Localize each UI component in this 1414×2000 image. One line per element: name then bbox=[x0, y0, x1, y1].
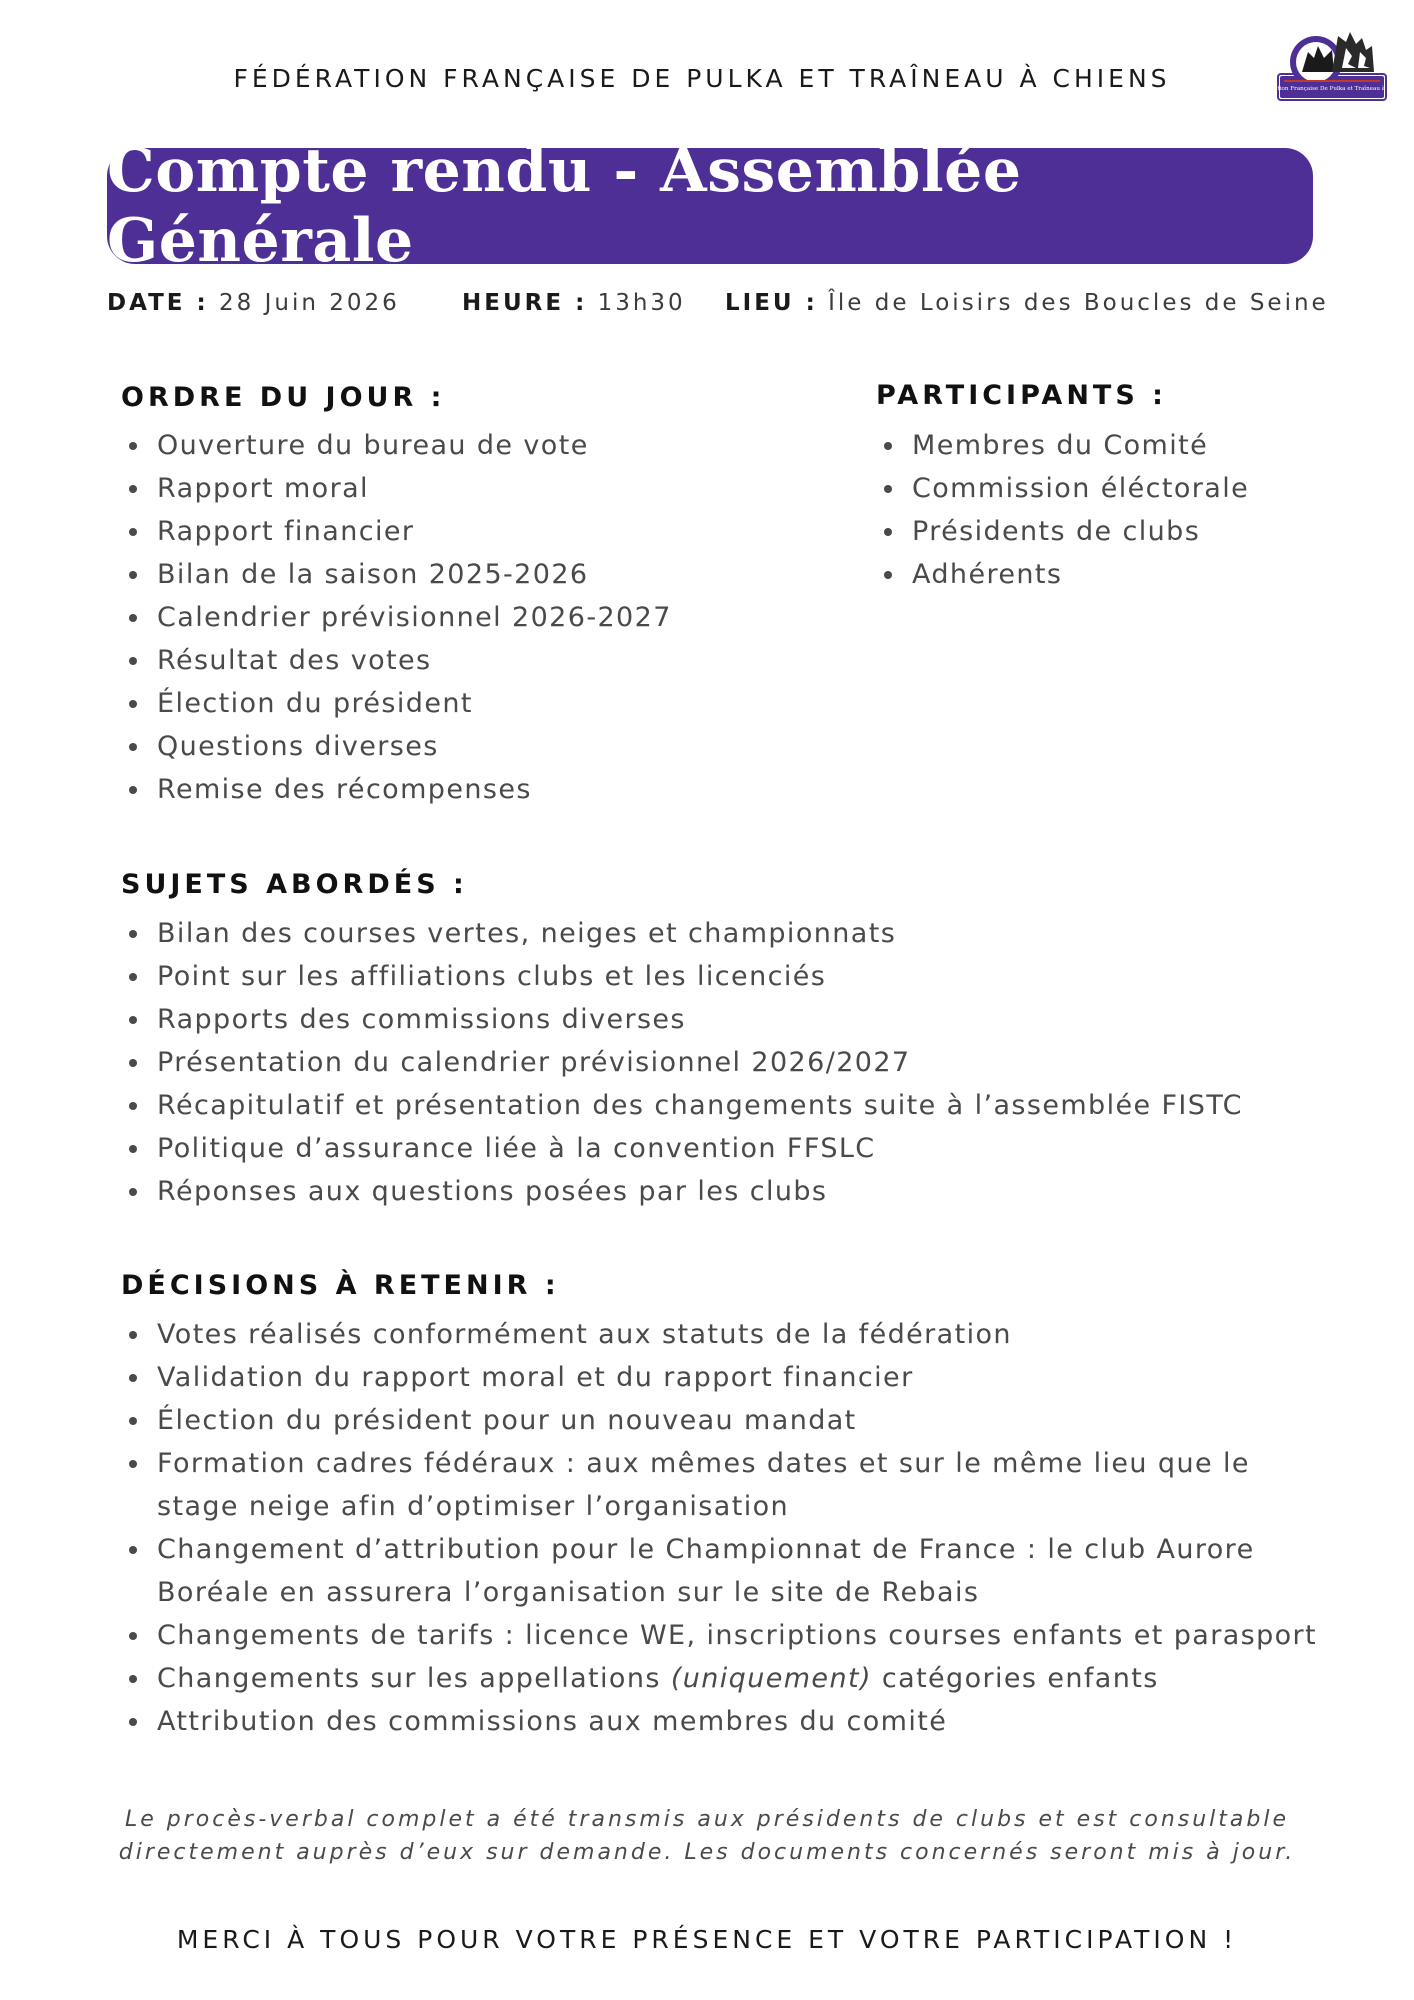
list-item: Attribution des commissions aux membres du comité bbox=[121, 1700, 1321, 1743]
list-item: Validation du rapport moral et du rapport financier bbox=[121, 1356, 1321, 1399]
time-value: 13h30 bbox=[597, 290, 686, 316]
appellations-text-after: catégories enfants bbox=[871, 1663, 1159, 1694]
list-item: Point sur les affiliations clubs et les licenciés bbox=[121, 955, 1321, 998]
date-label: DATE : bbox=[107, 290, 209, 316]
topics-list bbox=[121, 912, 1321, 1213]
agenda-title: ORDRE DU JOUR : bbox=[121, 382, 446, 413]
agenda-list bbox=[121, 424, 841, 811]
list-item: Questions diverses bbox=[121, 725, 841, 768]
list-item: Réponses aux questions posées par les clubs bbox=[121, 1170, 1321, 1213]
federation-logo-icon bbox=[1257, 28, 1407, 104]
decisions-list bbox=[121, 1313, 1321, 1743]
list-item: Élection du président bbox=[121, 682, 841, 725]
organization-header: FÉDÉRATION FRANÇAISE DE PULKA ET TRAÎNEAU À CHIENS bbox=[233, 64, 1171, 93]
list-item: Résultat des votes bbox=[121, 639, 841, 682]
thanks-message: MERCI À TOUS POUR VOTRE PRÉSENCE ET VOTRE PARTICIPATION ! bbox=[176, 1925, 1238, 1954]
list-item: Récapitulatif et présentation des changements suite à l’assemblée FISTC bbox=[121, 1084, 1321, 1127]
list-item: Remise des récompenses bbox=[121, 768, 841, 811]
meta-time bbox=[462, 290, 686, 316]
page-title: Compte rendu - Assemblée Générale bbox=[107, 136, 1022, 276]
list-item: Rapport moral bbox=[121, 467, 841, 510]
meta-date bbox=[107, 290, 400, 316]
title-banner bbox=[107, 136, 1313, 276]
topics-title: SUJETS ABORDÉS : bbox=[121, 869, 468, 900]
participants-title: PARTICIPANTS : bbox=[876, 380, 1167, 411]
list-item: Rapport financier bbox=[121, 510, 841, 553]
list-item: Changement d’attribution pour le Championnat de France : le club Aurore Boréale en assurera l’organisation sur le site de Rebais bbox=[121, 1528, 1321, 1614]
list-item: Membres du Comité bbox=[876, 424, 1316, 467]
date-value: 28 Juin 2026 bbox=[219, 290, 400, 316]
list-item: Politique d’assurance liée à la convention FFSLC bbox=[121, 1127, 1321, 1170]
appellations-emphasis: (uniquement) bbox=[670, 1663, 872, 1694]
list-item bbox=[121, 1657, 1321, 1700]
participants-list bbox=[876, 424, 1316, 596]
list-item: Calendrier prévisionnel 2026-2027 bbox=[121, 596, 841, 639]
list-item: Ouverture du bureau de vote bbox=[121, 424, 841, 467]
list-item: Bilan des courses vertes, neiges et championnats bbox=[121, 912, 1321, 955]
list-item: Présidents de clubs bbox=[876, 510, 1316, 553]
list-item: Présentation du calendrier prévisionnel 2026/2027 bbox=[121, 1041, 1321, 1084]
appellations-text-before: Changements sur les appellations bbox=[157, 1663, 671, 1694]
time-label: HEURE : bbox=[462, 290, 588, 316]
logo-text: Fédération Française De Pulka et Traîneau à Chiens bbox=[1257, 86, 1407, 92]
list-item: Rapports des commissions diverses bbox=[121, 998, 1321, 1041]
list-item: Commission éléctorale bbox=[876, 467, 1316, 510]
list-item: Élection du président pour un nouveau mandat bbox=[121, 1399, 1321, 1442]
place-label: LIEU : bbox=[725, 290, 818, 316]
list-item: Changements de tarifs : licence WE, inscriptions courses enfants et parasport bbox=[121, 1614, 1321, 1657]
meta-place bbox=[725, 290, 1329, 316]
footer-note: Le procès-verbal complet a été transmis aux présidents de clubs et est consultable directement auprès d’eux sur demande. Les documents concernés seront mis à jour. bbox=[118, 1807, 1296, 1865]
decisions-title: DÉCISIONS À RETENIR : bbox=[121, 1270, 560, 1301]
list-item: Adhérents bbox=[876, 553, 1316, 596]
list-item: Formation cadres fédéraux : aux mêmes dates et sur le même lieu que le stage neige afin d’optimiser l’organisation bbox=[121, 1442, 1321, 1528]
place-value: Île de Loisirs des Boucles de Seine bbox=[828, 290, 1329, 316]
list-item: Bilan de la saison 2025-2026 bbox=[121, 553, 841, 596]
list-item: Votes réalisés conformément aux statuts de la fédération bbox=[121, 1313, 1321, 1356]
